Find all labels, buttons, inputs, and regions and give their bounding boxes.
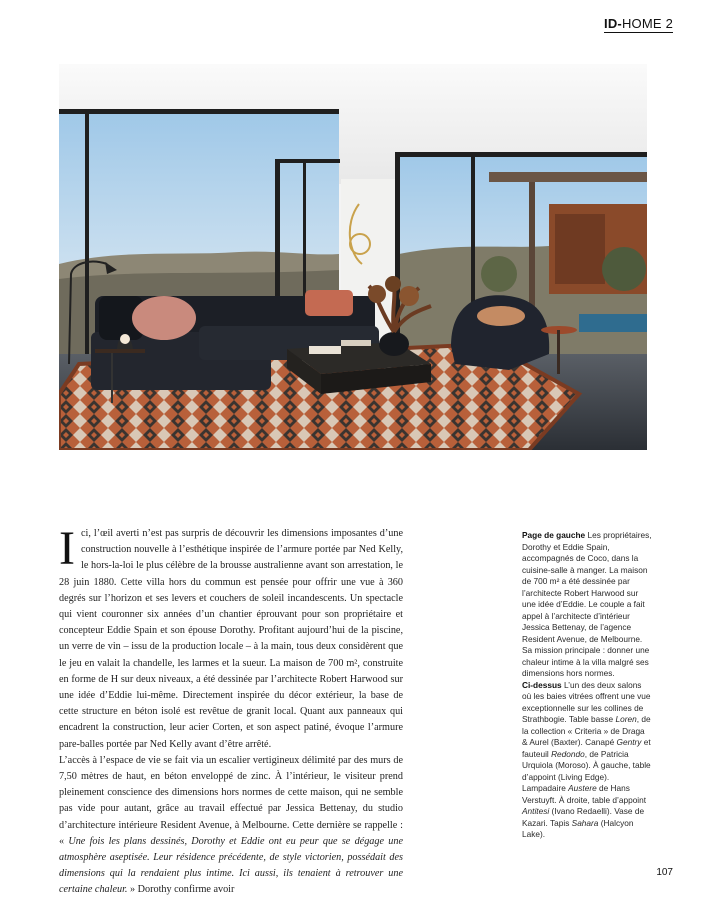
product-name-sahara: Sahara <box>571 817 599 828</box>
article-paragraph-2 <box>59 753 403 899</box>
caption-text-above-1: L’un des deux salons où les baies vitrées offrent une vue exceptionnelle sur les collines de Strathbogie. Table basse <box>522 679 651 724</box>
product-name-redondo: Redondo <box>551 748 585 759</box>
article-paragraph-1 <box>59 522 403 753</box>
caption-text-left: Les propriétaires, Dorothy et Eddie Spain, accompagnés de Coco, dans la cuisine-salle à manger. La maison de 700 m² a été dessinée par l’architecte Robert Harwood sur une idée d’Eddie. Le couple a fait appel à l’architecte d’intérieur Jessica Bettenay, de l’agence Resident Avenue, de Melbourne. Sa mission principale : donner une chaleur intime à la villa malgré ses dimensions hors normes. <box>522 530 652 678</box>
caption-text-above-4: , de Patricia Urquiola (Moroso). À gauche, table d’appoint (Living Edge). Lampadaire <box>522 748 651 793</box>
product-name-antitesi: Antitesi <box>522 806 550 816</box>
product-name-austere: Austere <box>568 783 597 793</box>
paragraph-2-quote: Une fois les plans dessinés, Dorothy et Eddie ont eu peur que se dégage une atmosphère aseptisée. Leur résidence précédente, de style victorien, possédait des dimensions qui la rendaient plus intime. Ici aussi, ils tenaient à retrouver une certaine chaleur. <box>59 835 403 896</box>
article-body <box>59 522 403 899</box>
caption-label-left: Page de gauche <box>522 530 586 540</box>
paragraph-2-start: L’accès à l’espace de vie se fait via un escalier vertigineux délimité par des murs de 7,50 mètres de haut, en béton enveloppé de zinc. À l’intérieur, le visiteur prend pleinement conscience des dimensions hors normes de cette maison, qui ne semble pas vide pour autant, grâce au travail effectué par Jessica Bettenay, du studio d’architecture intérieure Resident Avenue, à Melbourne. Cette dernière se rappelle : « <box>59 754 403 847</box>
caption-text-above-5: de Hans Verstuyft. À droite, table d’appoint <box>522 783 647 805</box>
paragraph-2-end: » Dorothy confirme avoir <box>127 884 235 896</box>
page-number: 107 <box>656 867 673 878</box>
living-room-photo <box>59 64 647 450</box>
brand-name: ID- <box>604 16 622 31</box>
paragraph-1-text: ci, l’œil averti n’est pas surpris de découvrir les dimensions imposantes d’une construction nouvelle à l’esthétique inspirée de l’armure portée par Ned Kelly, le hors-la-loi le plus célèbre de la brousse australienne avant son arrestation, le 28 juin 1880. Cette villa hors du commun est pensée pour offrir une vue à 360 degrés sur l’horizon et ses levers et couchers de soleil incandescents. Un spectacle qui vient couronner six années d’un chantier éprouvant pour son propriétaire et concepteur Eddie Spain et son épouse Dorothy. Profitant aujourd’hui de la piscine, un verre de vin – issu de la production locale – à la main, tous deux considèrent que le jeu en valait la chandelle, les larmes et la sueur. La maison de 700 m², construite en forme de H sur deux niveaux, a été dessinée par l’architecte Robert Harwood sur une idée d’Eddie lui-même. Directement inspirée du décor extérieur, la base de cette structure en béton isolé est revêtue de granit local. Quant aux panneaux qui encadrent la construction, leur acier Corten, et son aspect patiné, évoque l’armure pare-balles portée par Ned Kelly avant d’être arrêté. <box>59 528 403 750</box>
caption-text-above-3: et fauteuil <box>522 737 651 759</box>
caption-text-above-6: (Ivano Redaelli). Vase de Kazari. Tapis <box>522 806 645 828</box>
photo-caption <box>522 530 652 841</box>
product-name-loren: Loren <box>615 714 637 724</box>
magazine-header <box>604 17 673 33</box>
caption-text-above-2: , de la collection « Criteria » de Draga & Aurel (Baxter). Canapé <box>522 714 651 747</box>
section-name: HOME 2 <box>621 16 673 31</box>
caption-text-above-7: (Halcyon Lake). <box>522 817 634 839</box>
caption-left-page <box>522 530 652 680</box>
caption-above <box>522 680 652 841</box>
caption-label-above: Ci-dessus <box>522 679 562 690</box>
drop-cap: I <box>59 522 75 575</box>
product-name-gentry: Gentry <box>616 737 642 747</box>
